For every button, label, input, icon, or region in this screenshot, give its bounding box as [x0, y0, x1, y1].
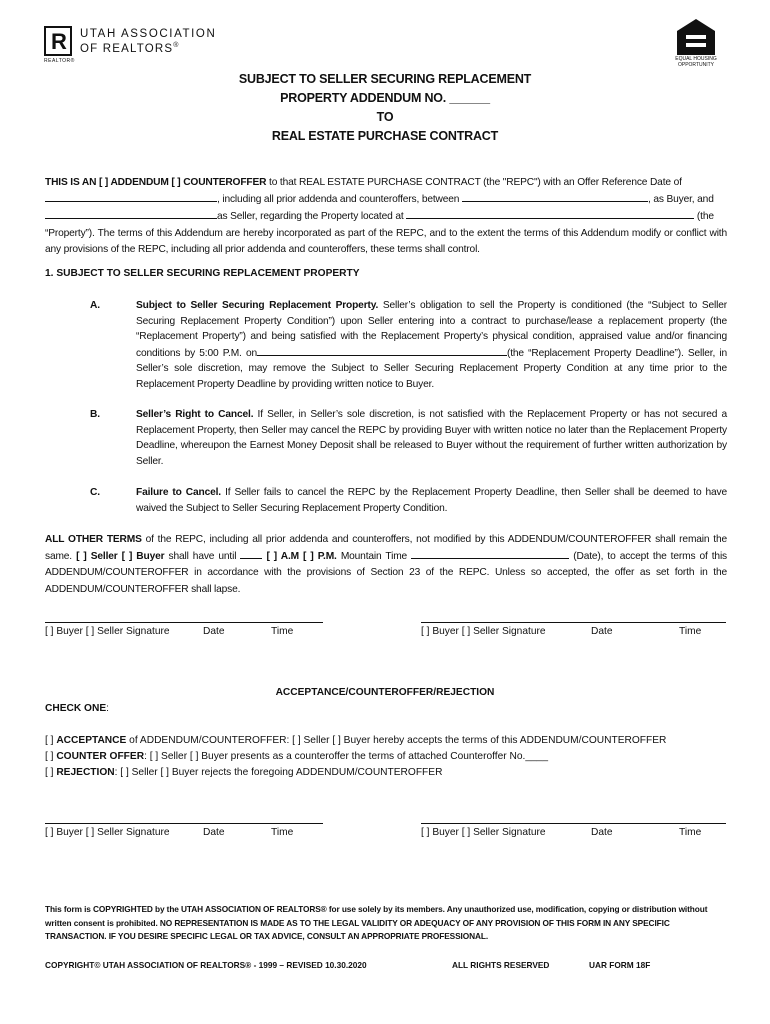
uar-logo — [44, 26, 244, 64]
section-1-heading: 1. SUBJECT TO SELLER SECURING REPLACEMENT PROPERTY — [45, 268, 360, 279]
acceptance-heading: ACCEPTANCE/COUNTEROFFER/REJECTION — [275, 687, 495, 698]
intro-paragraph: THIS IS AN [ ] ADDENDUM [ ] COUNTEROFFER to that REAL ESTATE PURCHASE CONTRACT (the "REPC") with an Offer Reference Date of , including all prior addenda and counteroffers, between , as Buyer, and as Seller, regarding the Property located at (the “Property”). The terms of this Addendum are hereby incorporated as part of the REPC, and to the extent the terms of this Addendum modify or conflict with any provisions of the REPC, including all prior addenda and counteroffers, these terms shall control. — [45, 177, 727, 255]
signature-line[interactable] — [45, 823, 323, 824]
acceptance-options — [45, 733, 666, 781]
signature-line[interactable] — [421, 823, 726, 824]
seller-name-field[interactable] — [45, 208, 217, 219]
copyright-line: COPYRIGHT© UTAH ASSOCIATION OF REALTORS® - 1999 – REVISED 10.30.2020 — [45, 960, 367, 970]
acceptance-option[interactable]: [ ] ACCEPTANCE of ADDENDUM/COUNTEROFFER: [ ] Seller [ ] Buyer hereby accepts the terms of this ADDENDUM/COUNTEROFFER — [45, 735, 667, 746]
replacement-deadline-field[interactable] — [257, 345, 507, 356]
accept-time-field[interactable] — [240, 548, 262, 559]
document-title: SUBJECT TO SELLER SECURING REPLACEMENT PROPERTY ADDENDUM NO. ______ TO REAL ESTATE PURCHASE CONTRACT — [238, 72, 532, 143]
realtor-r-icon — [44, 26, 72, 56]
eho-caption: EQUAL HOUSING OPPORTUNITY — [675, 56, 717, 68]
counteroffer-option[interactable]: [ ] COUNTER OFFER: [ ] Seller [ ] Buyer presents as a counteroffer the terms of attached Counteroffer No.____ — [45, 751, 549, 762]
check-one-label: CHECK ONE: — [45, 703, 109, 714]
logo-subtext: REALTOR® — [44, 58, 75, 64]
rights-reserved: ALL RIGHTS RESERVED — [452, 960, 550, 970]
other-terms-paragraph: ALL OTHER TERMS of the REPC, including all prior addenda and counteroffers, not modified by this ADDENDUM/COUNTEROFFER shall remain the same. [ ] Seller [ ] Buyer shall have until [ ] A.M [ ] P.M. Mountain Time (Date), to accept the terms of this ADDENDUM/COUNTEROFFER in accordance with the provisions of Section 23 of the REPC. Unless so accepted, the offer as set forth in the ADDENDUM/COUNTEROFFER shall lapse. — [45, 534, 728, 595]
signature-line[interactable] — [421, 622, 726, 623]
item-c: C. Failure to Cancel. If Seller fails to cancel the REPC by the Replacement Property Deadline, then Seller shall be deemed to have waived the Subject to Seller Securing Replacement Property Condition. — [90, 487, 728, 514]
property-address-field[interactable] — [406, 208, 694, 219]
offer-date-field[interactable] — [45, 191, 217, 202]
accept-date-field[interactable] — [411, 548, 569, 559]
buyer-name-field[interactable] — [462, 191, 648, 202]
item-b: B. Seller’s Right to Cancel. If Seller, in Seller’s sole discretion, is not satisfied with the Replacement Property or has not secured a Replacement Property, then Seller may cancel the REPC by providing Buyer with written notice no later than the Replacement Property Deadline, whereupon the Earnest Money Deposit shall be released to Buyer without the requirement of further written authorization by Seller. — [90, 409, 727, 467]
rejection-option[interactable]: [ ] REJECTION: [ ] Seller [ ] Buyer rejects the foregoing ADDENDUM/COUNTEROFFER — [45, 767, 443, 778]
signature-line[interactable] — [45, 622, 323, 623]
form-number: UAR FORM 18F — [589, 960, 651, 970]
item-a: A. Subject to Seller Securing Replacement Property. Seller’s obligation to sell the Property is conditioned (the “Subject to Seller Securing Replacement Property Condition”) upon Seller entering into a contract to purchase/lease a replacement property (the “Replacement Property”) and being satisfied with the Replacement Property’s physical condition, appraised value and/or financing conditions by 5:00 P.M. on (the “Replacement Property Deadline”). Seller, in Seller’s sole discretion, may remove the Subject to Seller Securing Replacement Property Condition at any time prior to the Replacement Property Deadline by providing written notice to Buyer. — [90, 300, 727, 390]
logo-line-1: UTAH ASSOCIATION — [80, 28, 217, 40]
logo-mark-letter: R — [51, 29, 67, 54]
copyright-notice: This form is COPYRIGHTED by the UTAH ASSOCIATION OF REALTORS® for use solely by its members. Any unauthorized use, modification, copying or distribution without written consent is prohibited. NO REPRESENTATION IS MADE AS TO THE LEGAL VALIDITY OR ADEQUACY OF ANY PROVISION OF THIS FORM IN ANY SPECIFIC TRANSACTION. IF YOU DESIRE SPECIFIC LEGAL OR TAX ADVICE, CONSULT AN APPROPRIATE PROFESSIONAL. — [45, 904, 708, 941]
document-page: R REALTOR® UTAH ASSOCIATION OF REALTORS® EQUAL HOUSING OPPORTUNITY SUBJECT TO SELLER SECURING REPLACEMENT PROPERTY ADDENDUM NO. ______ TO REAL ESTATE PURCHASE CONTRACT THIS IS AN [ ] ADDENDUM [ ] COUNTEROFFER to that REAL ESTATE PURCHASE CONTRACT (the "REPC") with an Offer Reference Date of , including all prior addenda and counteroffers, between , as Buyer, and as Seller, regarding the Property located at (the “Property”). The terms of this Addendum are hereby incorporated as part of the REPC, and to the extent the terms of this Addendum modify or conflict with any provisions of the REPC, including all prior addenda and counteroffers, these terms shall control. 1. SUBJECT TO SELLER SECURING REPLACEMENT PROPERTY A. Subject to Seller Securing Replacement Property. Seller’s obligation to sell the Property is conditioned (the “Subject to Seller Securing Replacement Property Condition”) upon Seller entering into a contract to purchase/lease a replacement property (the “Replacement Property”) and being satisfied with the Replacement Property’s physical condition, appraised value and/or financing conditions by 5:00 P.M. on (the “Replacement Property Deadline”). Seller, in Seller’s sole discretion, may remove the Subject to Seller Securing Replacement Property Condition at any time prior to the Replacement Property Deadline by providing written notice to Buyer. B. Seller’s Right to Cancel. If Seller, in Seller’s sole discretion, is not satisfied with the Replacement Property or has not secured a Replacement Property, then Seller may cancel the REPC by providing Buyer with written notice no later than the Replacement Property Deadline, whereupon the Earnest Money Deposit shall be released to Buyer without the requirement of further written authorization by Seller. C. Failure to Cancel. If Seller fails to cancel the REPC by the Replacement Property Deadline, then Seller shall be deemed to have waived the Subject to Seller Securing Replacement Property Condition. ALL OTHER TERMS of the REPC, including all prior addenda and counteroffers, not modified by this ADDENDUM/COUNTEROFFER shall remain the same. [ ] Seller [ ] Buyer shall have until [ ] A.M [ ] P.M. Mountain Time (Date), to accept the terms of this ADDENDUM/COUNTEROFFER in accordance with the provisions of Section 23 of the REPC. Unless so accepted, the offer as set forth in the ADDENDUM/COUNTEROFFER shall lapse. [ ] Buyer [ ] Seller Signature Date Time [ ] Buyer [ ] Seller Signature Date Time ACCEPTANCE/COUNTEROFFER/REJECTION CHECK ONE: [ ] ACCEPTANCE of ADDENDUM/COUNTEROFFER: [ ] Seller [ ] Buyer hereby accepts the terms of this ADDENDUM/COUNTEROFFER [ ] COUNTER OFFER: [ ] Seller [ ] Buyer presents as a counteroffer the terms of attached Counteroffer No.____ [ ] REJECTION: [ ] Seller [ ] Buyer rejects the foregoing ADDENDUM/COUNTEROFFER [ ] Buyer [ ] Seller Signature Date Time [ ] Buyer [ ] Seller Signature Date Time This form is COPYRIGHTED by the UTAH ASSOCIATION OF REALTORS® for use solely by its members. Any unauthorized use, modification, copying or distribution without written consent is prohibited. NO REPRESENTATION IS MADE AS TO THE LEGAL VALIDITY OR ADEQUACY OF ANY PROVISION OF THIS FORM IN ANY SPECIFIC TRANSACTION. IF YOU DESIRE SPECIFIC LEGAL OR TAX ADVICE, CONSULT AN APPROPRIATE PROFESSIONAL. COPYRIGHT© UTAH ASSOCIATION OF REALTORS® - 1999 – REVISED 10.30.2020 ALL RIGHTS RESERVED UAR FORM 18F — [0, 0, 770, 1024]
logo-line-2: OF REALTORS® — [80, 42, 180, 55]
equal-housing-icon — [675, 18, 717, 56]
equal-housing-logo — [669, 18, 723, 70]
